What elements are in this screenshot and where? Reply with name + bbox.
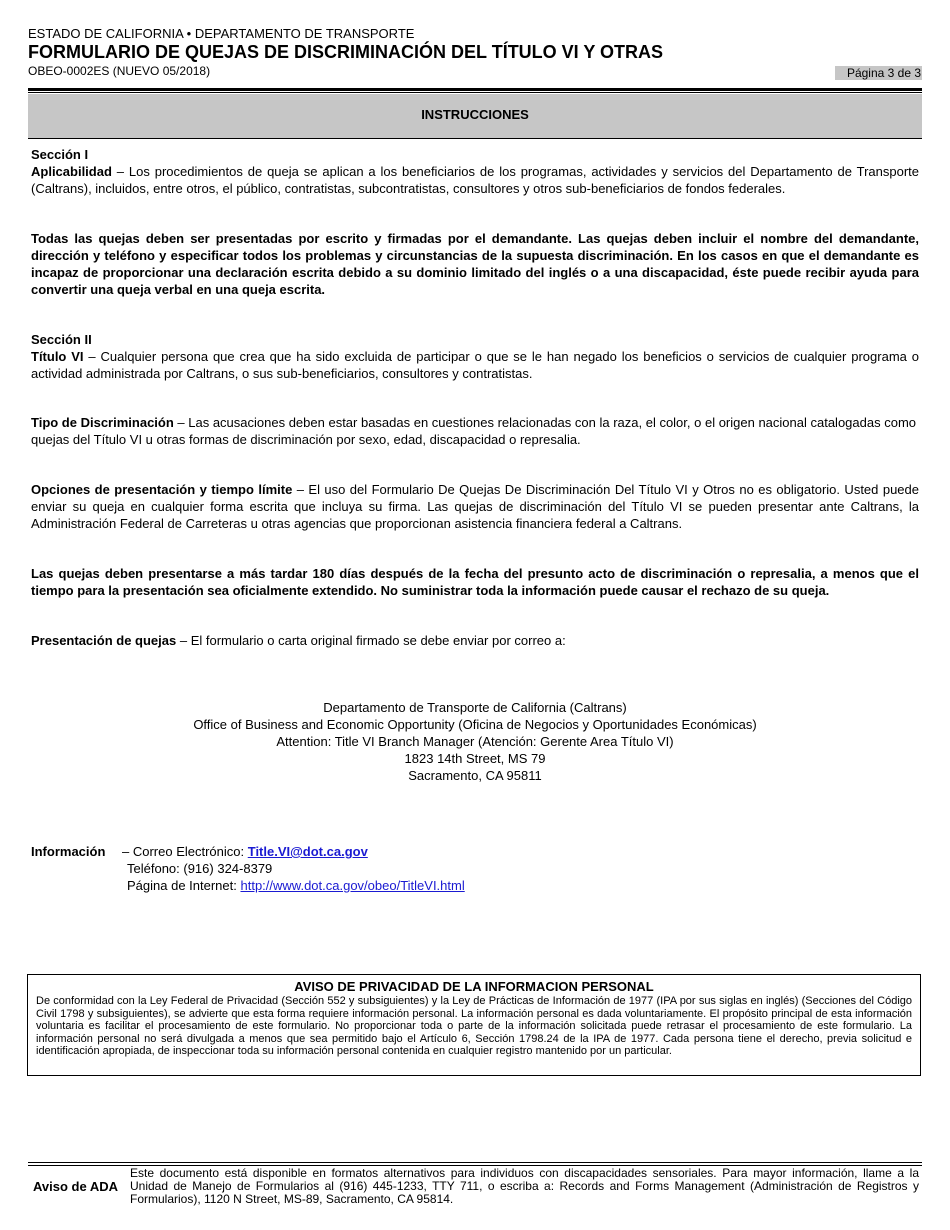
email-link[interactable]: Title.VI@dot.ca.gov: [247, 844, 368, 859]
discrimination-type-block: [31, 414, 919, 448]
information-label-text: Información: [31, 844, 106, 859]
ada-notice-label: Aviso de ADA: [33, 1179, 118, 1194]
form-number: OBEO-0002ES (NUEVO 05/2018): [28, 64, 211, 78]
section1-heading: Sección I: [31, 147, 89, 162]
email-prefix: – Correo Electrónico:: [122, 844, 248, 859]
discrimination-type-text: – Las acusaciones deben estar basadas en cuestiones relacionadas con la raza, el color, o el origen nacional catalogadas como quejas del Título VI u otras formas de discriminación por sexo, edad, discapacidad o represalia.: [31, 415, 916, 447]
form-title: FORMULARIO DE QUEJAS DE DISCRIMINACIÓN DEL TÍTULO VI Y OTRAS: [28, 42, 664, 62]
instructions-heading: INSTRUCCIONES: [28, 94, 922, 139]
address-line: Departamento de Transporte de California (Caltrans): [323, 700, 627, 715]
privacy-notice-title: AVISO DE PRIVACIDAD DE LA INFORMACION PERSONAL: [294, 979, 654, 994]
filing-options-label: Opciones de presentación y tiempo límite: [31, 482, 293, 497]
deadline-notice: [31, 565, 919, 599]
footer-divider: [28, 1162, 922, 1163]
applicability-text: – Los procedimientos de queja se aplican a los beneficiarios de los programas, actividades y servicios del Departamento de Transporte (Caltrans), incluidos, entre otros, el público, contratistas, subcontratistas, consultores y otros sub-beneficiarios de fondos federales.: [31, 164, 919, 196]
address-line: Attention: Title VI Branch Manager (Atención: Gerente Area Título VI): [276, 734, 674, 749]
discrimination-type-label: Tipo de Discriminación: [31, 415, 174, 430]
complaint-filing-block: [31, 632, 919, 649]
header-divider: [28, 88, 922, 91]
mailing-address: [31, 699, 919, 784]
filing-options-block: [31, 481, 919, 532]
agency-line: ESTADO DE CALIFORNIA • DEPARTAMENTO DE TRANSPORTE: [28, 26, 415, 41]
privacy-notice-text: De conformidad con la Ley Federal de Privacidad (Sección 552 y subsiguientes) y la Ley de Prácticas de Información de 1977 (IPA por sus siglas en inglés) (Secciones del Código Civil 1798 y subsiguientes), se advierte que esta forma requiere información personal. La información personal es dada voluntariamente. El propósito principal de esta información voluntaria es facilitar el procesamiento de este formulario. No proporcionar toda o parte de la información solicitada puede retrasar el procesamiento de este formulario. La información personal no será divulgada a menos que sea permitido bajo el Artículo 6, Sección 1798.24 de la IPA de 1977. Cada persona tiene el derecho, previa solicitud e identificación apropiada, de inspeccionar toda su información personal contenida en cualquier registro mantenido por un particular.: [36, 995, 912, 1057]
written-complaints-text: Todas las quejas deben ser presentadas por escrito y firmadas por el demandante. Las quejas deben incluir el nombre del demandante, dirección y teléfono y especificar todos los problemas y circunstancias de la supuesta discriminación. En los casos en que el demandante es incapaz de proporcionar una declaración escrita debido a su dominio limitado del inglés o a una discapacidad, éste puede recibir ayuda para convertir una queja verbal en una queja escrita.: [31, 231, 919, 297]
header-divider-thin: [28, 92, 922, 93]
website-prefix: Página de Internet:: [127, 878, 241, 893]
privacy-notice-box: [27, 974, 921, 1076]
title6-text: – Cualquier persona que crea que ha sido excluida de participar o que se le han negado los beneficios o servicios de cualquier programa o actividad administrada por Caltrans, o sus sub-beneficiarios, consultores y contratistas.: [31, 349, 919, 381]
deadline-notice-text: Las quejas deben presentarse a más tardar 180 días después de la fecha del presunto acto de discriminación o represalia, a menos que el tiempo para la presentación sea oficialmente extendido. No suministrar toda la información puede causar el rechazo de su queja.: [31, 566, 919, 598]
applicability-label: Aplicabilidad: [31, 164, 112, 179]
title6-label: Título VI: [31, 349, 84, 364]
section2-block: [31, 331, 919, 382]
filing-options-text: – El uso del Formulario De Quejas De Discriminación Del Título VI y Otros no es obligatorio. Usted puede enviar su queja en cualquier forma escrita que incluya su firma. Las quejas de discriminación del Título VI se pueden presentar ante Caltrans, la Administración Federal de Carreteras u otras agencias que proporcionan asistencia financiera federal a Caltrans.: [31, 482, 919, 531]
complaint-filing-text: – El formulario o carta original firmado se debe enviar por correo a:: [176, 633, 566, 648]
section2-heading: Sección II: [31, 332, 92, 347]
page-indicator: Página 3 de 3: [835, 66, 922, 80]
ada-notice-text: Este documento está disponible en formatos alternativos para individuos con discapacidades sensoriales. Para mayor información, llame a la Unidad de Manejo de Formularios al (916) 445-1233, TTY 711, o escriba a: Records and Forms Management (Administración de Registros y Formularios), 1120 N Street, MS-89, Sacramento, CA 95814.: [130, 1166, 919, 1206]
information-label: [31, 843, 105, 860]
address-line: Office of Business and Economic Opportunity (Oficina de Negocios y Oportunidades Económicas): [193, 717, 757, 732]
section1-block: [31, 146, 919, 197]
website-line: [127, 877, 465, 894]
website-link[interactable]: http://www.dot.ca.gov/obeo/TitleVI.html: [240, 878, 465, 893]
address-line: 1823 14th Street, MS 79: [404, 751, 546, 766]
written-complaints-notice: [31, 230, 919, 298]
phone-line: Teléfono: (916) 324-8379: [127, 861, 273, 876]
complaint-filing-label: Presentación de quejas: [31, 633, 177, 648]
contact-info: [122, 843, 465, 894]
address-line: Sacramento, CA 95811: [408, 768, 542, 783]
